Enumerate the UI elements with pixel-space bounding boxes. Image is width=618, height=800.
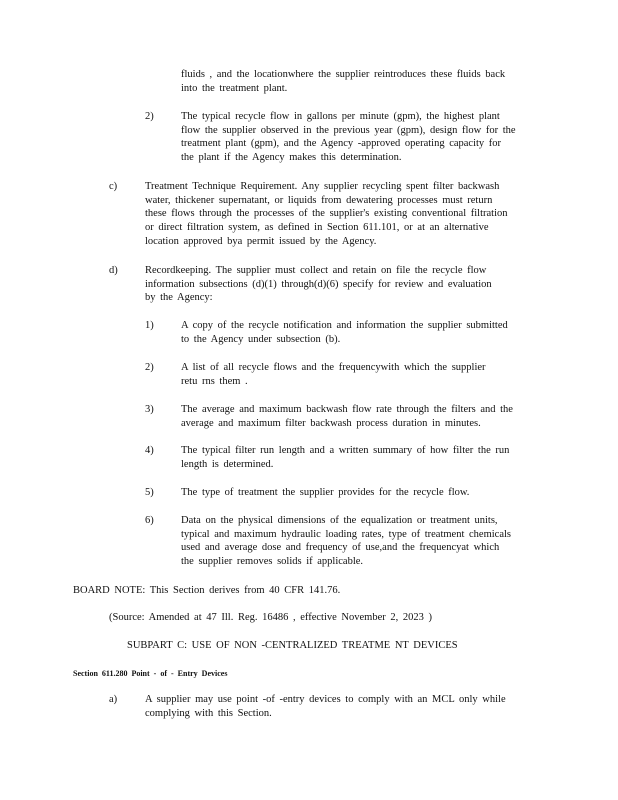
source-note: (Source: Amended at 47 Ill. Reg. 16486 , effective November 2, 2023 ) xyxy=(109,612,432,623)
subpart-heading: SUBPART C: USE OF NON -CENTRALIZED TREATME NT DEVICES xyxy=(127,640,458,651)
item-d6-text: Data on the physical dimensions of the equalization or treatment units, typical and maximum hydraulic loading rates, type of treatment chemicals used and average dose and frequency of use,and the frequencyat which the supplier removes solids if applicable. xyxy=(181,515,511,568)
item-a-label: a) xyxy=(109,694,118,705)
board-note: BOARD NOTE: This Section derives from 40 CFR 141.76. xyxy=(73,585,341,596)
item-d4-label: 4) xyxy=(145,445,154,456)
item-d5-label: 5) xyxy=(145,487,154,498)
item-d1-text: A copy of the recycle notification and information the supplier submitted to the Agency under subsection (b). xyxy=(181,320,508,345)
section-heading: Section 611.280 Point - of - Entry Devices xyxy=(73,669,228,678)
item-d-text: Recordkeeping. The supplier must collect and retain on file the recycle flow information subsections (d)(1) through(d)(6) specify for review and evaluation by the Agency: xyxy=(145,265,492,304)
recycle-reintroduction-text: fluids , and the locationwhere the supplier reintroduces these fluids back into the treatment plant. xyxy=(181,69,506,94)
item-d3-label: 3) xyxy=(145,404,154,415)
item-2-label: 2) xyxy=(145,111,154,122)
item-c-label: c) xyxy=(109,181,118,192)
item-d2-text: A list of all recycle flows and the frequencywith which the supplier retu rns them . xyxy=(181,362,486,387)
item-2-text: The typical recycle flow in gallons per minute (gpm), the highest plant flow the supplier observed in the previous year (gpm), design flow for the treatment plant (gpm), and the Agency -approved operating capacity for the plant if the Agency makes this determination. xyxy=(181,111,516,164)
item-a-text: A supplier may use point -of -entry devices to comply with an MCL only while complying with this Section. xyxy=(145,694,506,719)
item-d4-text: The typical filter run length and a written summary of how filter the run length is determined. xyxy=(181,445,510,470)
item-d1-label: 1) xyxy=(145,320,154,331)
item-d6-label: 6) xyxy=(145,515,154,526)
item-d-label: d) xyxy=(109,265,118,276)
item-d3-text: The average and maximum backwash flow rate through the filters and the average and maximum filter backwash process duration in minutes. xyxy=(181,404,513,429)
item-d5-text: The type of treatment the supplier provides for the recycle flow. xyxy=(181,487,470,498)
item-d2-label: 2) xyxy=(145,362,154,373)
item-c-text: Treatment Technique Requirement. Any supplier recycling spent filter backwash water, thickener supernatant, or liquids from dewatering processes must return these flows through the processes of the supplier's existing conventional filtration or direct filtration system, as defined in Section 611.101, or at an alternative location approved bya permit issued by the Agency. xyxy=(145,181,508,247)
